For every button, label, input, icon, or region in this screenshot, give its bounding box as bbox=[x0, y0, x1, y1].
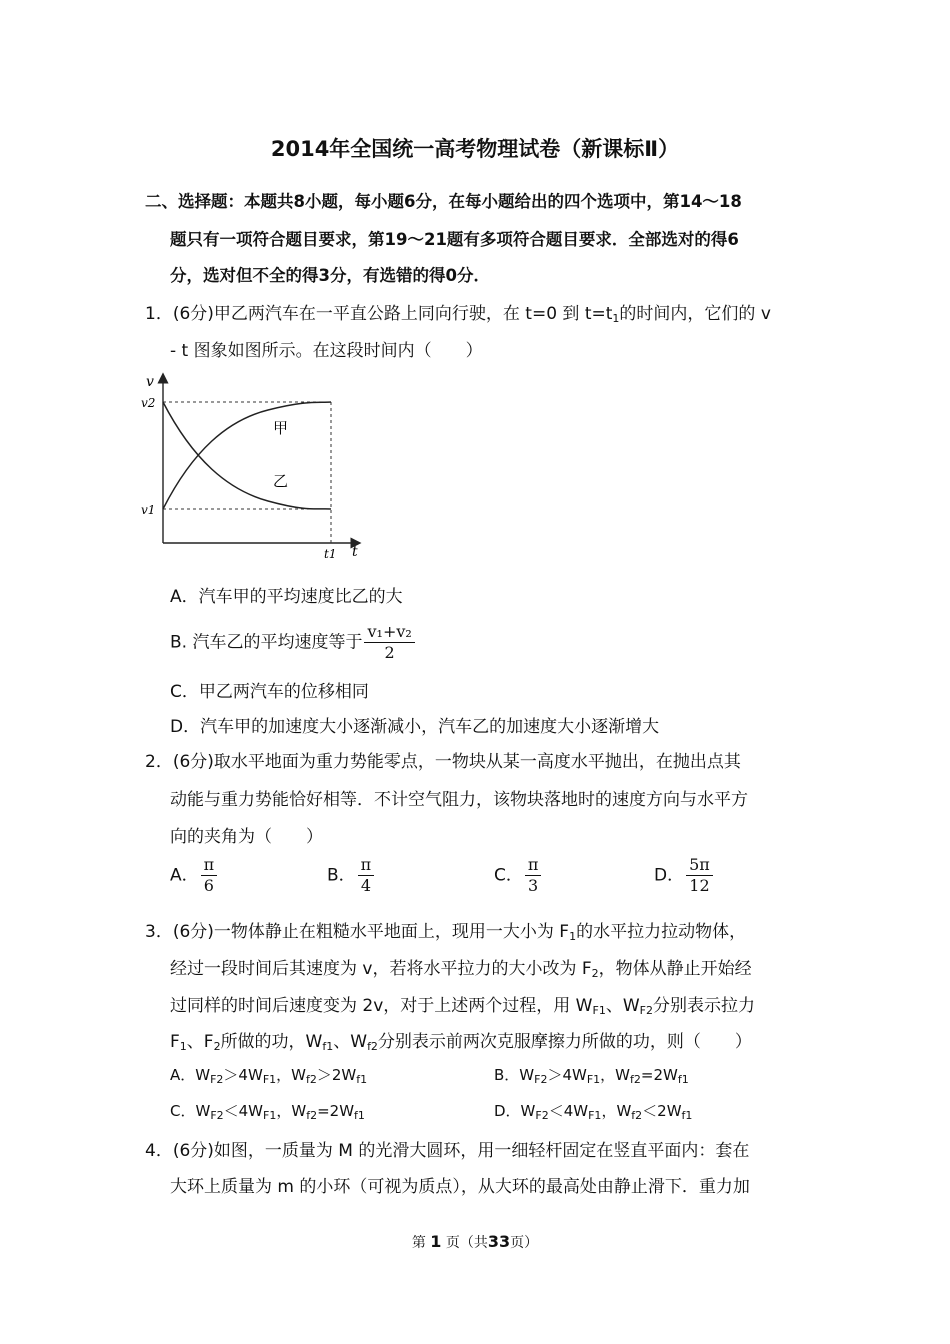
q1-option-d: D．汽车甲的加速度大小逐渐减小，汽车乙的加速度大小逐渐增大 bbox=[170, 717, 660, 737]
vt-graph bbox=[138, 370, 370, 562]
q3-option-a: A．$W_{F2}>4W_{F1}$，$W_{f2}>2W_{f1}$ bbox=[170, 1066, 368, 1086]
question-3-stem-cont: $F_1$、$F_2$所做的功，$W_{f1}$、$W_{f2}$分别表示前两次克服摩擦力所做的功，则（ ） bbox=[170, 1032, 752, 1053]
axis-label-v: v bbox=[146, 374, 154, 390]
question-4-stem: 4．(6分)如图，一质量为 M 的光滑大圆环，用一细轻杆固定在竖直平面内：套在 bbox=[145, 1141, 750, 1161]
q2-option-b: B． $\frac{\pi}{4}$ bbox=[327, 855, 374, 896]
q1-option-a: A．汽车甲的平均速度比乙的大 bbox=[170, 587, 403, 607]
label-v2: v2 bbox=[141, 396, 156, 410]
axis-label-t: t bbox=[352, 544, 358, 560]
q2-option-a: A． $\frac{\pi}{6}$ bbox=[170, 855, 217, 896]
q3-option-d: D．$W_{F2}<4W_{F1}$，$W_{f2}<2W_{f1}$ bbox=[494, 1102, 693, 1122]
question-2-stem-cont: 向的夹角为（ ） bbox=[170, 827, 323, 847]
question-3-stem: 3．(6分)一物体静止在粗糙水平地面上，现用一大小为 $F_1$的水平拉力拉动物体， bbox=[145, 922, 747, 943]
section-header-line: 题只有一项符合题目要求，第19～21题有多项符合题目要求．全部选对的得6 bbox=[170, 230, 739, 249]
section-header-line: 二、选择题：本题共8小题，每小题6分，在每小题给出的四个选项中，第14～18 bbox=[145, 192, 742, 211]
q2-option-c: C． $\frac{\pi}{3}$ bbox=[494, 855, 541, 896]
q2-option-d: D． $\frac{5\pi}{12}$ bbox=[654, 855, 713, 896]
question-3-stem-cont: 过同样的时间后速度变为 2v，对于上述两个过程，用 $W_{F1}$、$W_{F2}$分别表示拉力 bbox=[170, 996, 755, 1017]
question-3-stem-cont: 经过一段时间后其速度为 v，若将水平拉力的大小改为 $F_2$，物体从静止开始经 bbox=[170, 959, 752, 980]
q1-option-c: C．甲乙两汽车的位移相同 bbox=[170, 682, 369, 702]
page-title: 2014年全国统一高考物理试卷（新课标Ⅱ） bbox=[270, 137, 680, 161]
question-2-stem-cont: 动能与重力势能恰好相等．不计空气阻力，该物块落地时的速度方向与水平方 bbox=[170, 790, 748, 810]
section-header-line: 分，选对但不全的得3分，有选错的得0分． bbox=[170, 266, 490, 285]
label-yi: 乙 bbox=[273, 472, 289, 490]
question-4-stem-cont: 大环上质量为 m 的小环（可视为质点），从大环的最高处由静止滑下．重力加 bbox=[170, 1177, 750, 1197]
fraction: $\frac{\text{v₁+v₂}}{2}$ bbox=[364, 622, 414, 663]
page-footer: 第 1 页（共33页） bbox=[411, 1232, 539, 1251]
label-t1: t1 bbox=[324, 547, 337, 561]
q3-option-c: C．$W_{F2}<4W_{F1}$，$W_{f2}=2W_{f1}$ bbox=[170, 1102, 365, 1122]
question-1-stem-cont: - t 图象如图所示。在这段时间内（ ） bbox=[170, 341, 483, 361]
label-jia: 甲 bbox=[273, 419, 289, 437]
question-1-stem: 1．(6分)甲乙两汽车在一平直公路上同向行驶，在 t=0 到 $t=t_1$的时间内，它们的 v bbox=[145, 304, 771, 325]
q1-option-b: B. 汽车乙的平均速度等于 $\frac{\text{v₁+v₂}}{2}$ bbox=[170, 622, 415, 663]
label-v1: v1 bbox=[141, 503, 156, 517]
q3-option-b: B．$W_{F2}>4W_{F1}$，$W_{f2}=2W_{f1}$ bbox=[494, 1066, 689, 1086]
question-2-stem: 2．(6分)取水平地面为重力势能零点，一物块从某一高度水平抛出，在抛出点其 bbox=[145, 752, 741, 772]
